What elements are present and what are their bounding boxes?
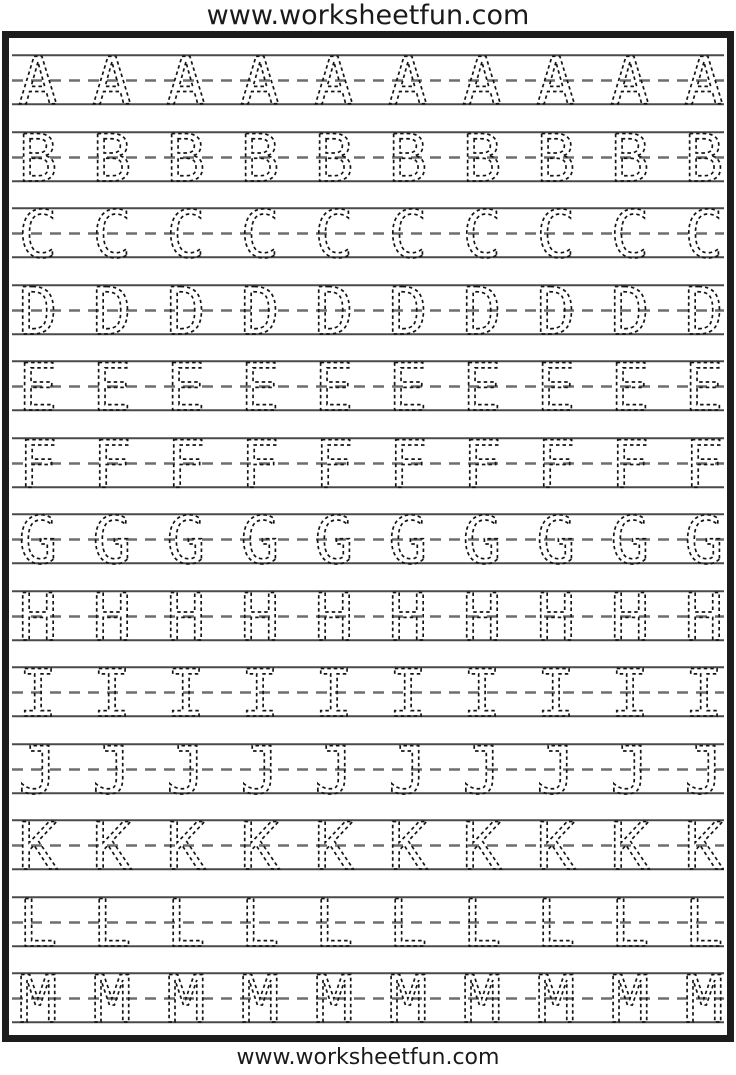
trace-letter-a: A xyxy=(314,54,354,106)
trace-letter-k: K xyxy=(684,819,724,871)
trace-letter-a: A xyxy=(388,54,428,106)
trace-letter-i: I xyxy=(462,666,502,718)
trace-letter-e: E xyxy=(166,360,206,412)
trace-letter-d: D xyxy=(92,283,132,336)
trace-letter-a: A xyxy=(92,54,132,106)
trace-letter-m: M xyxy=(166,972,206,1024)
trace-letter-g: G xyxy=(92,513,132,565)
trace-letter-d: D xyxy=(18,283,58,336)
trace-letter-e: E xyxy=(684,360,724,412)
trace-row-canvas-f xyxy=(12,437,724,489)
trace-letter-d: D xyxy=(388,283,428,336)
trace-letter-f: F xyxy=(610,436,650,489)
trace-letter-h: H xyxy=(462,589,502,642)
trace-letter-g: G xyxy=(462,513,502,565)
trace-row-l xyxy=(12,896,724,948)
trace-letter-i: I xyxy=(240,666,280,718)
trace-letter-i: I xyxy=(388,666,428,718)
trace-letter-f: F xyxy=(462,436,502,489)
worksheet-frame xyxy=(2,31,734,1042)
trace-letter-m: M xyxy=(18,972,58,1024)
trace-letter-j: J xyxy=(684,742,724,795)
trace-letter-j: J xyxy=(314,742,354,795)
trace-row-c xyxy=(12,207,724,259)
trace-row-h xyxy=(12,590,724,642)
trace-letter-b: B xyxy=(462,130,502,183)
trace-row-canvas-d xyxy=(12,284,724,336)
trace-letter-h: H xyxy=(18,589,58,642)
trace-letter-k: K xyxy=(92,819,132,871)
trace-letter-f: F xyxy=(18,436,58,489)
trace-letter-c: C xyxy=(240,207,280,259)
trace-letter-k: K xyxy=(536,819,576,871)
trace-letter-m: M xyxy=(92,972,132,1024)
trace-row-j xyxy=(12,743,724,795)
trace-letter-k: K xyxy=(462,819,502,871)
trace-letter-b: B xyxy=(314,130,354,183)
trace-letter-e: E xyxy=(536,360,576,412)
trace-letter-d: D xyxy=(240,283,280,336)
trace-row-f xyxy=(12,437,724,489)
trace-letter-i: I xyxy=(18,666,58,718)
trace-letter-g: G xyxy=(610,513,650,565)
trace-letter-b: B xyxy=(240,130,280,183)
trace-letter-f: F xyxy=(684,436,724,489)
trace-letter-l: L xyxy=(610,895,650,948)
trace-letter-i: I xyxy=(536,666,576,718)
trace-letter-g: G xyxy=(388,513,428,565)
trace-letter-l: L xyxy=(18,895,58,948)
trace-letter-l: L xyxy=(92,895,132,948)
trace-row-m xyxy=(12,972,724,1024)
trace-letter-b: B xyxy=(92,130,132,183)
trace-letter-c: C xyxy=(536,207,576,259)
trace-letter-j: J xyxy=(536,742,576,795)
trace-letter-b: B xyxy=(610,130,650,183)
trace-row-canvas-m xyxy=(12,972,724,1024)
trace-letter-l: L xyxy=(166,895,206,948)
trace-letter-m: M xyxy=(388,972,428,1024)
trace-letter-k: K xyxy=(388,819,428,871)
trace-letter-d: D xyxy=(166,283,206,336)
trace-row-canvas-b xyxy=(12,131,724,183)
trace-letter-l: L xyxy=(462,895,502,948)
trace-row-k xyxy=(12,819,724,871)
trace-letter-j: J xyxy=(462,742,502,795)
trace-letter-f: F xyxy=(92,436,132,489)
trace-row-canvas-l xyxy=(12,896,724,948)
trace-letter-c: C xyxy=(314,207,354,259)
trace-letter-b: B xyxy=(684,130,724,183)
trace-letter-b: B xyxy=(18,130,58,183)
trace-letter-m: M xyxy=(684,972,724,1024)
trace-letter-j: J xyxy=(388,742,428,795)
trace-letter-l: L xyxy=(536,895,576,948)
trace-row-i xyxy=(12,666,724,718)
trace-letter-i: I xyxy=(684,666,724,718)
trace-letter-h: H xyxy=(610,589,650,642)
trace-letter-i: I xyxy=(314,666,354,718)
trace-letter-j: J xyxy=(18,742,58,795)
trace-row-b xyxy=(12,131,724,183)
trace-letter-c: C xyxy=(462,207,502,259)
trace-letter-k: K xyxy=(166,819,206,871)
trace-letter-b: B xyxy=(166,130,206,183)
page-header xyxy=(0,0,736,31)
trace-letter-j: J xyxy=(92,742,132,795)
trace-letter-c: C xyxy=(684,207,724,259)
trace-letter-m: M xyxy=(314,972,354,1024)
trace-letter-j: J xyxy=(166,742,206,795)
trace-letter-e: E xyxy=(462,360,502,412)
trace-letter-a: A xyxy=(166,54,206,106)
trace-row-e xyxy=(12,360,724,412)
trace-letter-l: L xyxy=(240,895,280,948)
trace-letter-g: G xyxy=(314,513,354,565)
trace-row-canvas-g xyxy=(12,513,724,565)
trace-letter-h: H xyxy=(388,589,428,642)
trace-letter-d: D xyxy=(684,283,724,336)
trace-row-canvas-c xyxy=(12,207,724,259)
trace-row-canvas-k xyxy=(12,819,724,871)
trace-row-canvas-a xyxy=(12,54,724,106)
trace-letter-g: G xyxy=(166,513,206,565)
trace-letter-h: H xyxy=(314,589,354,642)
trace-letter-e: E xyxy=(92,360,132,412)
trace-letter-d: D xyxy=(536,283,576,336)
trace-letter-k: K xyxy=(610,819,650,871)
trace-letter-k: K xyxy=(314,819,354,871)
trace-letter-e: E xyxy=(18,360,58,412)
trace-letter-a: A xyxy=(610,54,650,106)
trace-row-canvas-e xyxy=(12,360,724,412)
trace-letter-g: G xyxy=(536,513,576,565)
trace-letter-m: M xyxy=(462,972,502,1024)
trace-letter-a: A xyxy=(462,54,502,106)
trace-row-g xyxy=(12,513,724,565)
trace-letter-i: I xyxy=(610,666,650,718)
trace-letter-d: D xyxy=(314,283,354,336)
trace-row-d xyxy=(12,284,724,336)
trace-letter-d: D xyxy=(462,283,502,336)
trace-letter-c: C xyxy=(388,207,428,259)
trace-letter-g: G xyxy=(18,513,58,565)
trace-letter-k: K xyxy=(240,819,280,871)
trace-letter-j: J xyxy=(240,742,280,795)
trace-letter-i: I xyxy=(92,666,132,718)
trace-row-a xyxy=(12,54,724,106)
trace-letter-c: C xyxy=(166,207,206,259)
trace-letter-g: G xyxy=(684,513,724,565)
trace-letter-b: B xyxy=(536,130,576,183)
trace-letter-a: A xyxy=(684,54,724,106)
trace-letter-a: A xyxy=(240,54,280,106)
trace-row-canvas-j xyxy=(12,743,724,795)
trace-row-canvas-i xyxy=(12,666,724,718)
page-footer: www.worksheetfun.com xyxy=(236,1045,500,1070)
trace-letter-g: G xyxy=(240,513,280,565)
trace-letter-k: K xyxy=(18,819,58,871)
trace-letter-a: A xyxy=(536,54,576,106)
trace-letter-b: B xyxy=(388,130,428,183)
trace-letter-a: A xyxy=(18,54,58,106)
trace-letter-f: F xyxy=(166,436,206,489)
trace-letter-h: H xyxy=(166,589,206,642)
trace-letter-h: H xyxy=(684,589,724,642)
trace-letter-f: F xyxy=(314,436,354,489)
trace-letter-e: E xyxy=(314,360,354,412)
trace-letter-e: E xyxy=(240,360,280,412)
page-title: www.worksheetfun.com xyxy=(206,0,530,31)
trace-letter-c: C xyxy=(92,207,132,259)
trace-letter-j: J xyxy=(610,742,650,795)
trace-letter-c: C xyxy=(610,207,650,259)
trace-letter-l: L xyxy=(388,895,428,948)
trace-letter-f: F xyxy=(240,436,280,489)
trace-letter-l: L xyxy=(684,895,724,948)
trace-letter-l: L xyxy=(314,895,354,948)
trace-row-canvas-h xyxy=(12,590,724,642)
trace-letter-h: H xyxy=(92,589,132,642)
trace-letter-m: M xyxy=(610,972,650,1024)
trace-letter-e: E xyxy=(388,360,428,412)
trace-letter-f: F xyxy=(388,436,428,489)
trace-letter-d: D xyxy=(610,283,650,336)
trace-letter-h: H xyxy=(240,589,280,642)
trace-letter-m: M xyxy=(240,972,280,1024)
trace-letter-m: M xyxy=(536,972,576,1024)
trace-letter-h: H xyxy=(536,589,576,642)
trace-letter-c: C xyxy=(18,207,58,259)
trace-letter-e: E xyxy=(610,360,650,412)
trace-letter-f: F xyxy=(536,436,576,489)
trace-letter-i: I xyxy=(166,666,206,718)
